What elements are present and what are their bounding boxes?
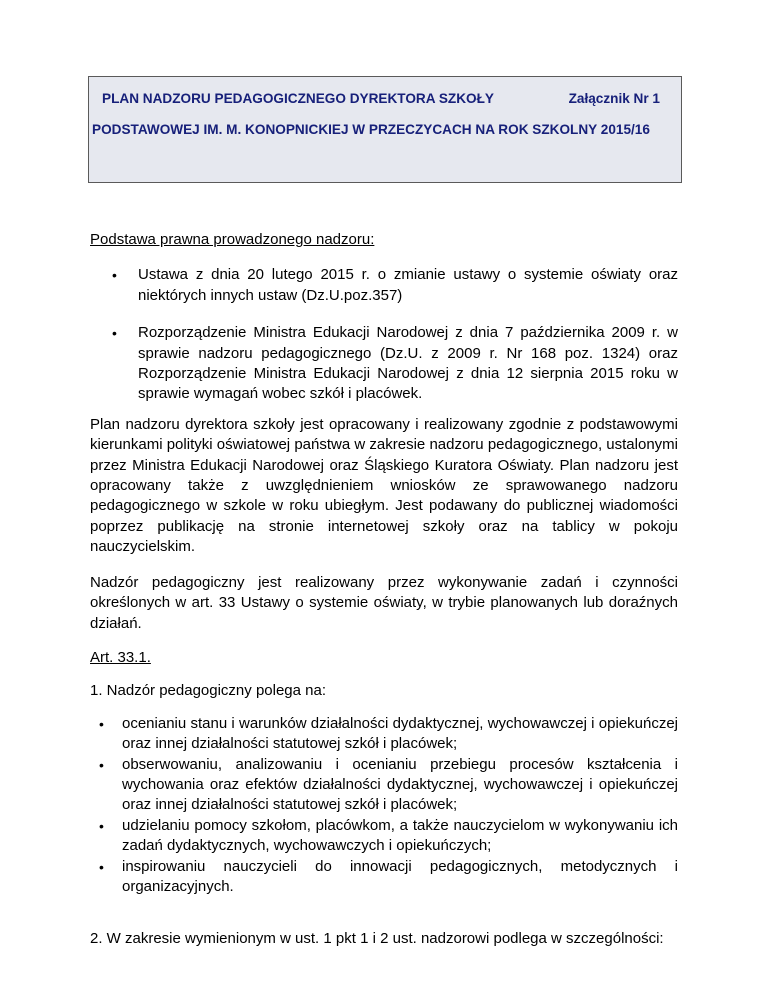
list-item	[90, 323, 678, 405]
supervision-paragraph: Nadzór pedagogiczny jest realizowany przez wykonywanie zadań i czynności określonych w art. 33 Ustawy o systemie oświaty, w trybie planowanych lub doraźnych działań.	[90, 573, 678, 632]
legal-basis-list	[90, 265, 678, 404]
bullet-icon: •	[112, 267, 117, 284]
document-title-line1: PLAN NADZORU PEDAGOGICZNEGO DYREKTORA SZKOŁY	[102, 91, 494, 106]
plan-paragraph: Plan nadzoru dyrektora szkoły jest opracowany i realizowany zgodnie z podstawowymi kierunkami polityki oświatowej państwa w zakresie nadzoru pedagogicznego, ustalonymi przez Ministra Edukacji Narodowej oraz Śląskiego Kuratora Oświaty. Plan nadzoru jest opracowany także z uwzględnieniem wniosków ze sprawowanego nadzoru pedagogicznego w szkole w roku ubiegłym. Jest podawany do publicznej wiadomości poprzez publikację na stronie internetowej szkoły oraz na tablicy w pokoju nauczycielskim.	[90, 415, 678, 556]
legal-basis-item-1: Ustawa z dnia 20 lutego 2015 r. o zmianie ustawy o systemie oświaty oraz niektórych innych ustaw (Dz.U.poz.357)	[138, 266, 678, 304]
list-item	[90, 857, 678, 898]
annex-label: Załącznik Nr 1	[568, 91, 660, 106]
scope-item-2: obserwowaniu, analizowaniu i ocenianiu przebiegu procesów kształcenia i wychowania oraz efektów działalności dydaktycznej, wychowawczej i opiekuńczej oraz innej działalności statutowej szkół i placówek;	[122, 755, 678, 814]
supervision-scope-list	[90, 714, 678, 898]
list-item	[90, 714, 678, 755]
legal-basis-heading: Podstawa prawna prowadzonego nadzoru:	[90, 231, 375, 248]
title-row	[102, 91, 672, 106]
scope-item-4: inspirowaniu nauczycieli do innowacji pedagogicznych, metodycznych i organizacyjnych.	[122, 857, 678, 895]
point1-intro: 1. Nadzór pedagogiczny polega na:	[90, 682, 327, 700]
point2-paragraph: 2. W zakresie wymienionym w ust. 1 pkt 1 i 2 ust. nadzorowi podlega w szczególności:	[90, 930, 664, 948]
scope-item-3: udzielaniu pomocy szkołom, placówkom, a także nauczycielom w wykonywaniu ich zadań dydaktycznych, wychowawczych i opiekuńczych;	[122, 816, 678, 855]
bullet-icon: •	[99, 715, 104, 732]
list-item	[90, 816, 678, 857]
list-item	[90, 265, 678, 306]
bullet-icon: •	[99, 756, 104, 773]
bullet-icon: •	[99, 858, 104, 875]
bullet-icon: •	[99, 817, 104, 834]
document-title-line2: PODSTAWOWEJ IM. M. KONOPNICKIEJ W PRZECZYCACH NA ROK SZKOLNY 2015/16	[92, 122, 650, 137]
legal-basis-item-2: Rozporządzenie Ministra Edukacji Narodowej z dnia 7 października 2009 r. w sprawie nadzoru pedagogicznego (Dz.U. z 2009 r. Nr 168 poz. 1324) oraz Rozporządzenie Ministra Edukacji Narodowej z dnia 12 sierpnia 2015 roku w sprawie wymagań wobec szkół i placówek.	[138, 324, 678, 403]
title-box	[88, 76, 682, 183]
document-body	[90, 230, 678, 950]
bullet-icon: •	[112, 325, 117, 342]
list-item	[90, 755, 678, 816]
scope-item-1: ocenianiu stanu i warunków działalności dydaktycznej, wychowawczej i opiekuńczej oraz innej działalności statutowej szkół i placówek;	[122, 714, 678, 753]
article-heading: Art. 33.1.	[90, 648, 151, 666]
